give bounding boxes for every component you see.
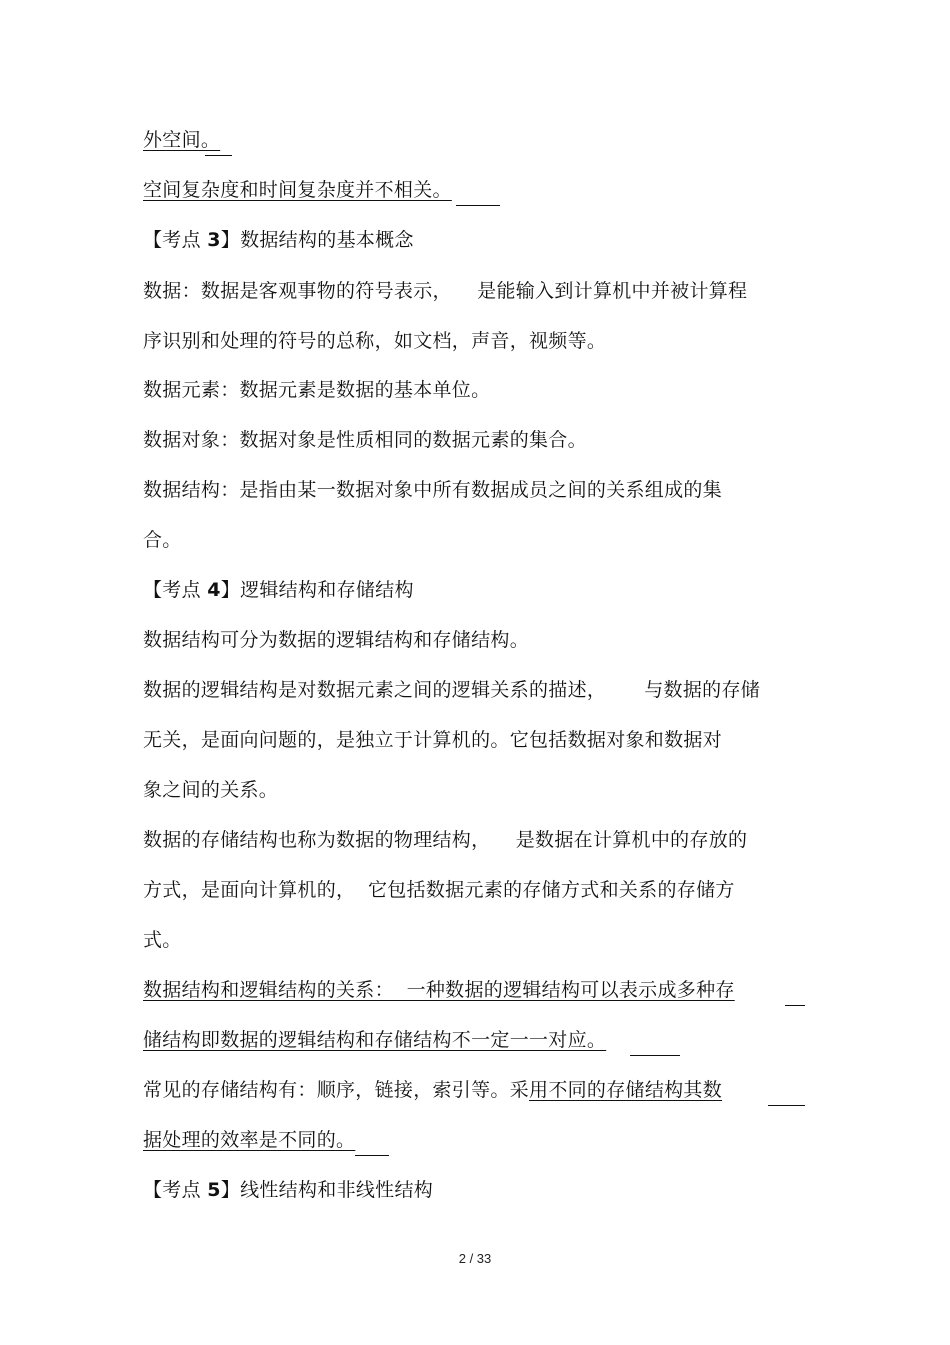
section-heading-3: 【考点 3】数据结构的基本概念 <box>143 229 414 251</box>
underline-rule <box>456 205 500 206</box>
underline-rule <box>630 1055 680 1056</box>
text-line: 无关，是面向问题的，是独立于计算机的。它包括数据对象和数据对 <box>143 729 723 751</box>
text-line: 数据对象：数据对象是性质相同的数据元素的集合。 <box>143 429 587 451</box>
text-line: 数据元素：数据元素是数据的基本单位。 <box>143 379 491 401</box>
text-line: 外空间。 <box>143 129 221 151</box>
underline-rule <box>205 155 232 156</box>
text-line: 储结构即数据的逻辑结构和存储结构不一定一一对应。 <box>143 1029 607 1051</box>
text-line: 数据结构可分为数据的逻辑结构和存储结构。 <box>143 629 530 651</box>
section-heading-4: 【考点 4】逻辑结构和存储结构 <box>143 579 414 601</box>
text-line: 象之间的关系。 <box>143 779 279 801</box>
text-line: 合。 <box>143 529 182 551</box>
text-line: 常见的存储结构有：顺序，链接，索引等。采用不同的存储结构其数 <box>143 1079 723 1101</box>
underline-rule <box>355 1155 389 1156</box>
text-line: 方式，是面向计算机的， 它包括数据元素的存储方式和关系的存储方 <box>143 879 735 901</box>
underline-rule <box>785 1005 805 1006</box>
text-line: 序识别和处理的符号的总称，如文档，声音，视频等。 <box>143 330 607 352</box>
text-line: 据处理的效率是不同的。 <box>143 1129 356 1151</box>
text-line: 数据的存储结构也称为数据的物理结构， 是数据在计算机中的存放的 <box>143 829 748 851</box>
text-line: 数据结构：是指由某一数据对象中所有数据成员之间的关系组成的集 <box>143 479 723 501</box>
text-line: 数据的逻辑结构是对数据元素之间的逻辑关系的描述， 与数据的存储 <box>143 679 761 701</box>
text-line: 数据结构和逻辑结构的关系： 一种数据的逻辑结构可以表示成多种存 <box>143 979 735 1001</box>
page-number: 2 / 33 <box>458 1251 492 1266</box>
text-line: 式。 <box>143 929 182 951</box>
text-line: 空间复杂度和时间复杂度并不相关。 <box>143 179 452 201</box>
section-heading-5: 【考点 5】线性结构和非线性结构 <box>143 1179 434 1201</box>
text-line: 数据：数据是客观事物的符号表示， 是能输入到计算机中并被计算程 <box>143 280 748 302</box>
underline-rule <box>768 1105 805 1106</box>
